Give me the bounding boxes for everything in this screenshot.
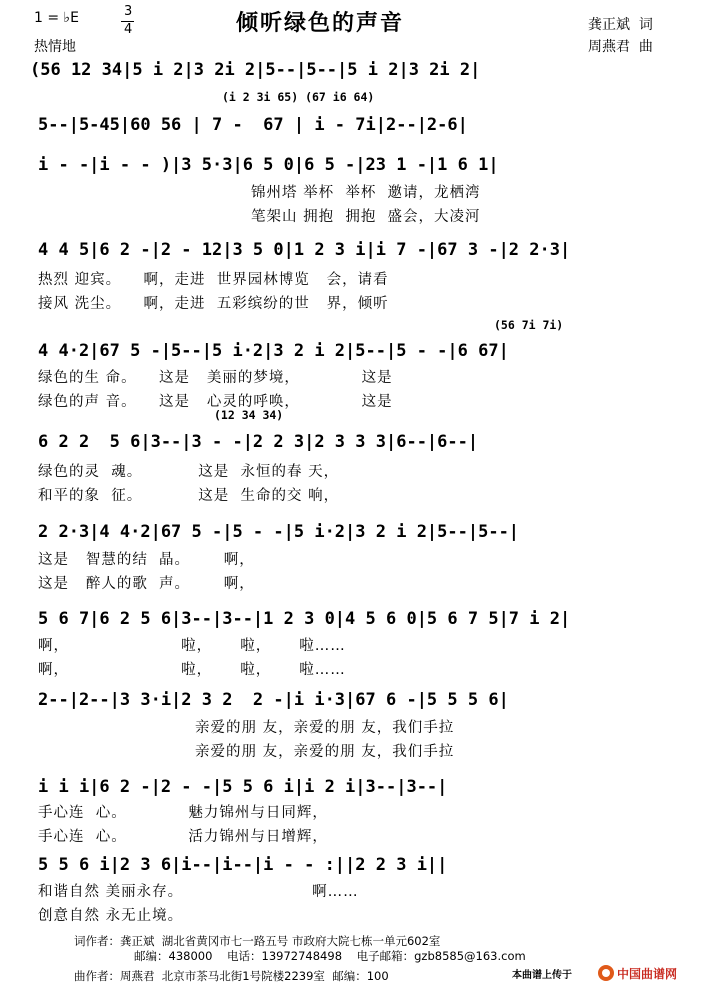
composer-credit: 周燕君 曲	[588, 39, 653, 55]
score-row-10: i i i|6 2 -|2 - -|5 5 6 i|i 2 i|3--|3--|	[38, 777, 448, 797]
score-row-4: 4 4 5|6 2 -|2 - 12|3 5 0|1 2 3 i|i 7 -|67 3 -|2 2·3|	[38, 240, 571, 260]
score-row-5-sub: (12 34 34)	[214, 408, 284, 422]
lyric-row-10-verse-2: 手心连 心。 活力锦州与日增辉，	[38, 829, 328, 845]
lyric-row-8-verse-2: 啊， 啦， 啦， 啦……	[38, 662, 346, 678]
lyric-row-7-verse-2: 这是 醉人的歌 声。 啊，	[38, 576, 255, 592]
lyric-row-5-verse-2: 绿色的声 音。 这是 心灵的呼唤， 这是	[38, 394, 393, 410]
score-row-1-sub: (i 2 3i 65) (67 i6 64)	[222, 90, 375, 104]
lyric-row-4-verse-2: 接风 洗尘。 啊，走进 五彩缤纷的世 界，倾听	[38, 296, 389, 312]
score-row-7: 2 2·3|4 4·2|67 5 -|5 - -|5 i·2|3 2 i 2|5--|5--|	[38, 522, 520, 542]
lyric-row-10-verse-1: 手心连 心。 魅力锦州与日同辉，	[38, 805, 328, 821]
score-row-2: 5--|5-45|60 56 | 7 - 67 | i - 7i|2--|2-6|	[38, 115, 468, 135]
lyric-row-8-verse-1: 啊， 啦， 啦， 啦……	[38, 638, 346, 654]
score-row-1: (56 12 34|5 i 2|3 2i 2|5--|5--|5 i 2|3 2i 2|	[30, 60, 481, 80]
lyricist-contact-details: 邮编：438000 电话：13972748498 电子邮箱：gzb8585@163.com	[134, 949, 526, 963]
site-logo[interactable]	[597, 962, 693, 984]
lyric-row-9-verse-2: 亲爱的朋 友，亲爱的朋 友，我们手拉	[195, 744, 455, 760]
lyric-row-6-verse-1: 绿色的灵 魂。 这是 永恒的春 天，	[38, 464, 340, 480]
time-signature-denominator: 4	[124, 22, 133, 37]
score-row-6: 6 2 2 5 6|3--|3 - -|2 2 3|2 3 3 3|6--|6--|	[38, 432, 479, 452]
score-row-8: 5 6 7|6 2 5 6|3--|3--|1 2 3 0|4 5 6 0|5 6 7 5|7 i 2|	[38, 609, 571, 629]
lyricist-credit: 龚正斌 词	[588, 17, 653, 33]
lyric-row-3-verse-2: 笔架山 拥抱 拥抱 盛会，大凌河	[251, 209, 481, 225]
lyric-row-11-verse-1: 和谐自然 美丽永存。 啊……	[38, 884, 359, 900]
svg-text:中国曲谱网: 中国曲谱网	[617, 967, 678, 981]
time-signature-numerator: 3	[124, 4, 133, 19]
lyric-row-7-verse-1: 这是 智慧的结 晶。 啊，	[38, 552, 255, 568]
lyricist-contact: 词作者：龚正斌 湖北省黄冈市七一路五号 市政府大院七栋一单元602室	[74, 934, 441, 948]
key-signature: 1 = ♭E	[34, 10, 79, 26]
score-row-3: i - -|i - - )|3 5·3|6 5 0|6 5 -|23 1 -|1 6 1|	[38, 155, 499, 175]
lyric-row-9-verse-1: 亲爱的朋 友，亲爱的朋 友，我们手拉	[195, 720, 455, 736]
lyric-row-3-verse-1: 锦州塔 举杯 举杯 邀请，龙栖湾	[251, 185, 481, 201]
lyric-row-11-verse-2: 创意自然 永无止境。	[38, 908, 184, 924]
score-row-11: 5 5 6 i|2 3 6|i--|i--|i - - :||2 2 3 i||	[38, 855, 448, 875]
score-row-5: 4 4·2|67 5 -|5--|5 i·2|3 2 i 2|5--|5 - -|6 67|	[38, 341, 509, 361]
tempo-marking: 热情地	[34, 39, 76, 55]
site-logo-icon	[597, 962, 693, 984]
upload-note: 本曲谱上传于	[512, 970, 572, 981]
lyric-row-4-verse-1: 热烈 迎宾。 啊，走进 世界园林博览 会，请看	[38, 272, 389, 288]
score-row-9: 2--|2--|3 3·i|2 3 2 2 -|i i·3|67 6 -|5 5 5 6|	[38, 690, 509, 710]
lyric-row-5-verse-1: 绿色的生 命。 这是 美丽的梦境， 这是	[38, 370, 393, 386]
lyric-row-6-verse-2: 和平的象 征。 这是 生命的交 响，	[38, 488, 340, 504]
song-title: 倾听绿色的声音	[236, 11, 405, 36]
score-row-4-sub: (56 7i 7i)	[494, 318, 564, 332]
composer-contact: 曲作者：周燕君 北京市茶马北街1号院楼2239室 邮编：100	[74, 969, 389, 983]
